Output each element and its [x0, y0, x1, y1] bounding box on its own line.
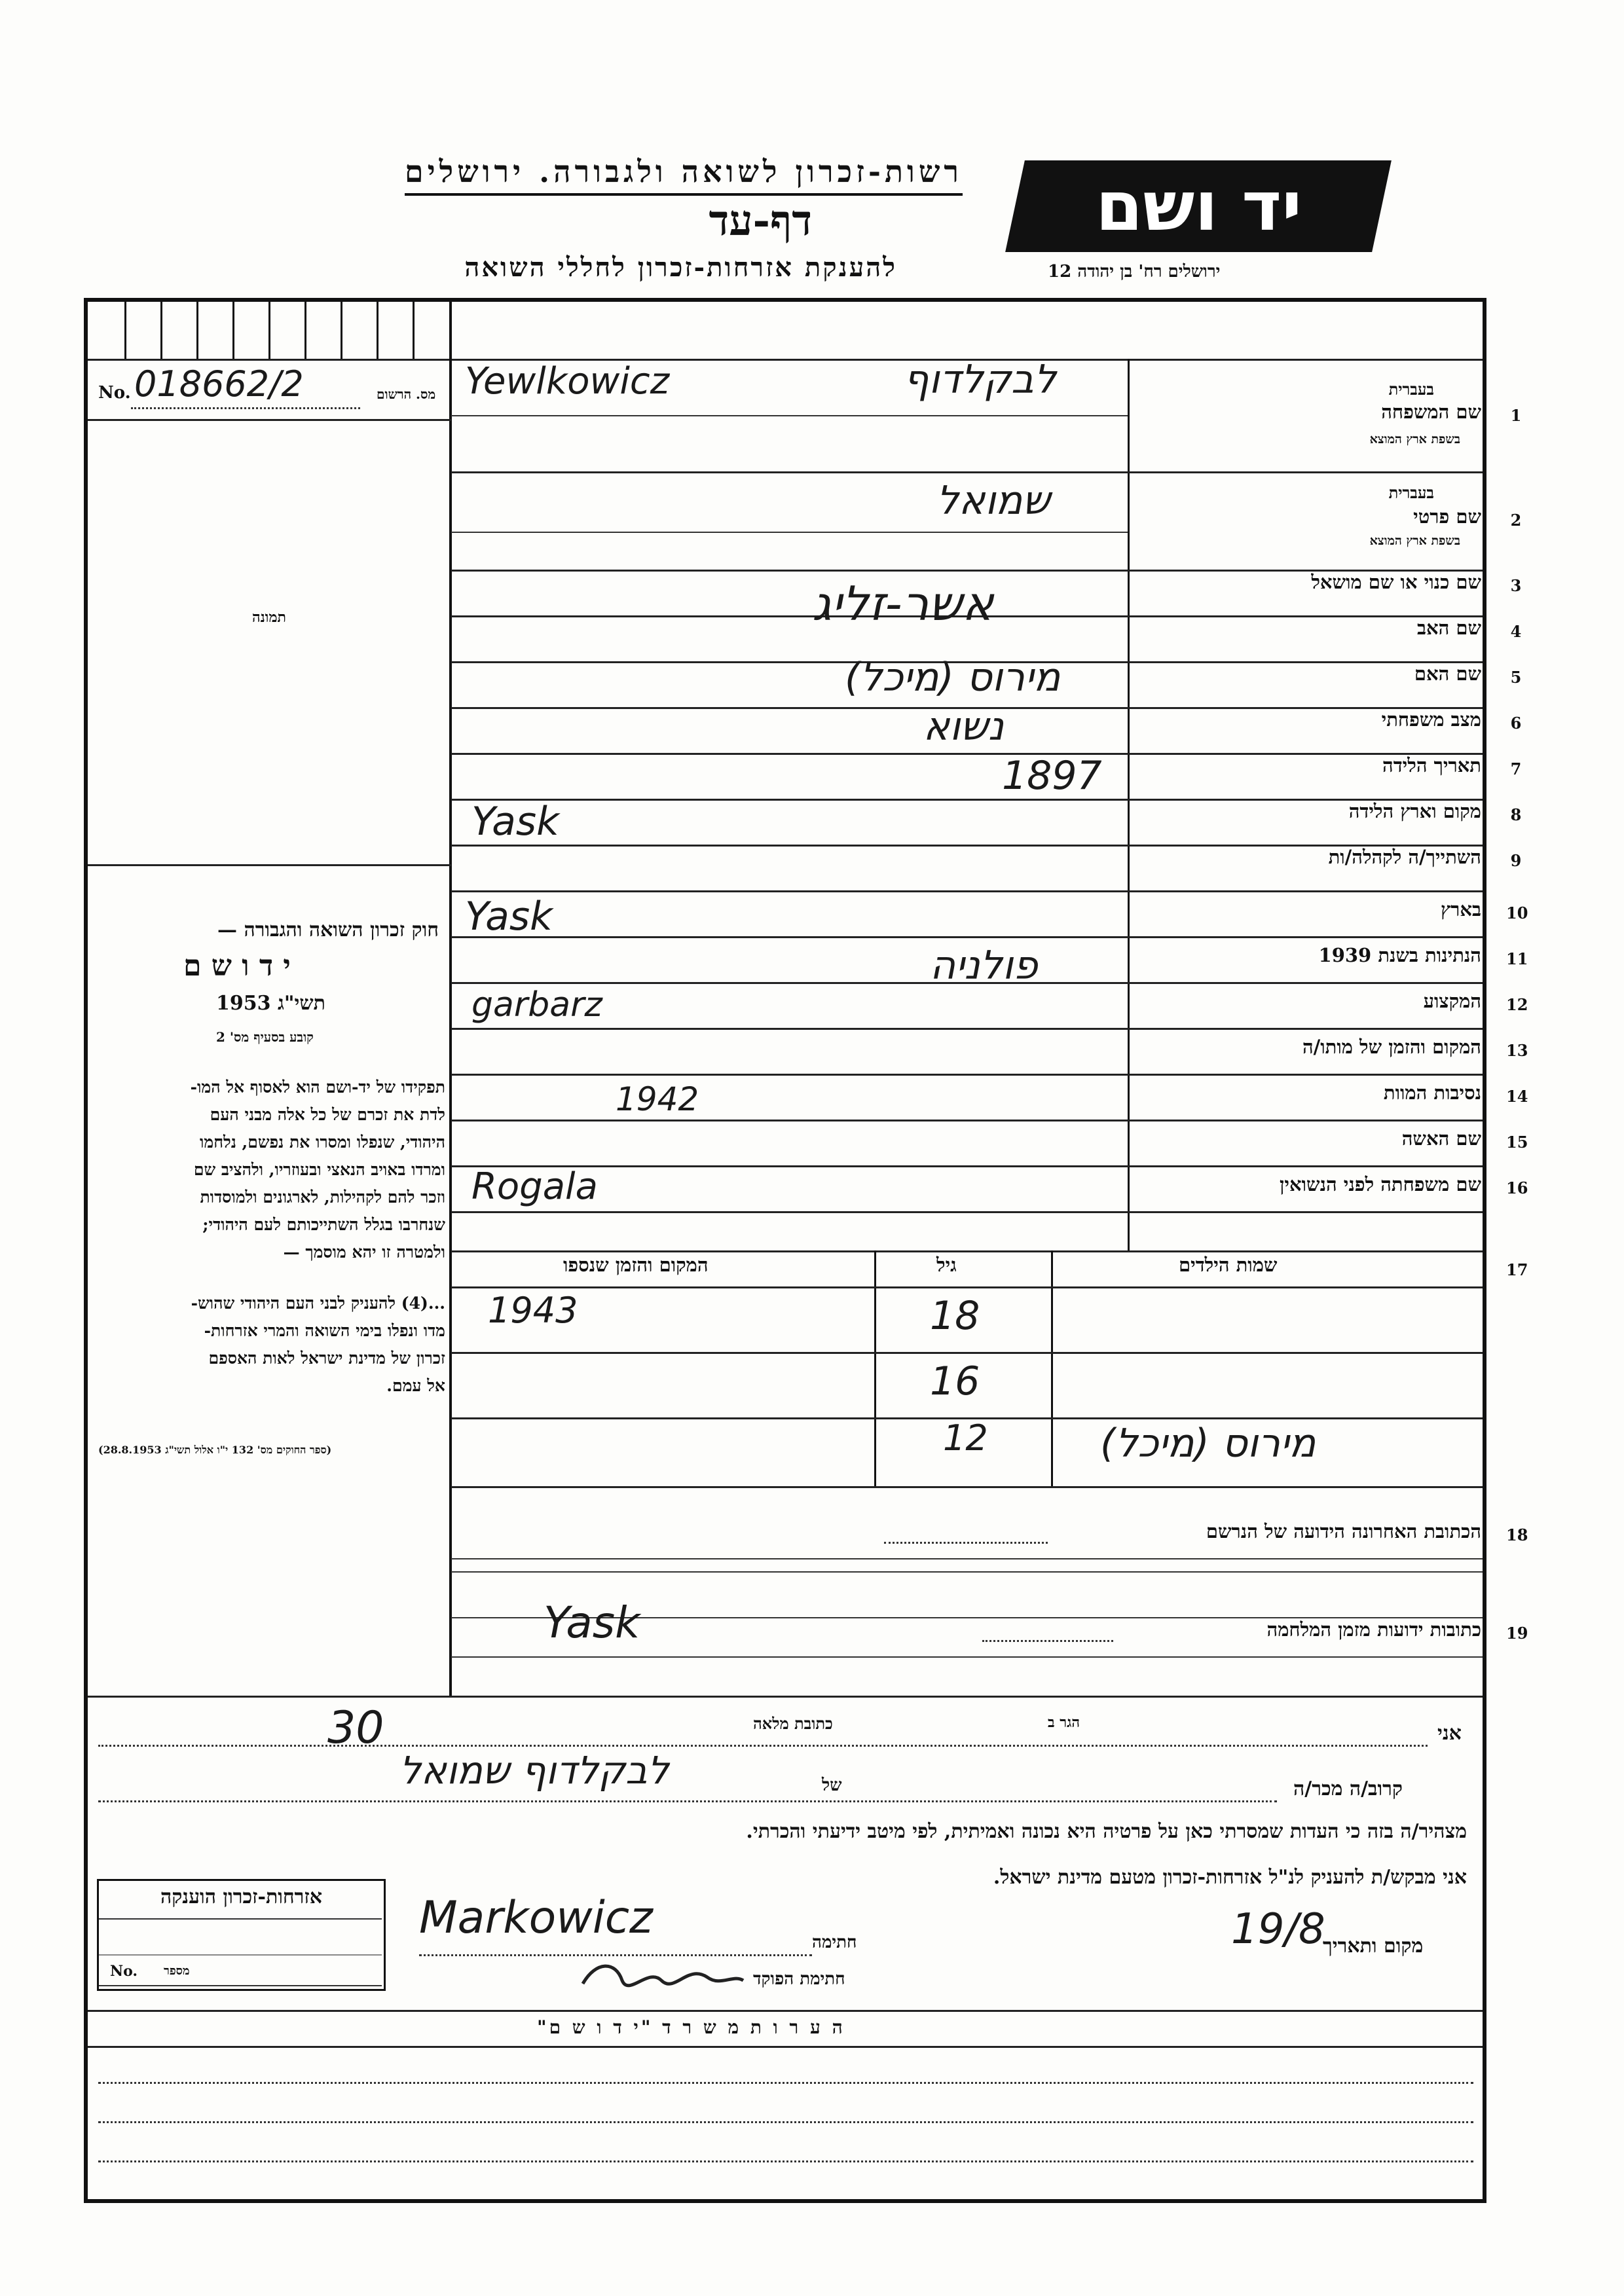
field-9-number: 9	[1510, 851, 1522, 870]
photo-label: תמונה	[252, 609, 286, 626]
law-para2-line3: זכרון של מדינת ישראל לאות האספם	[208, 1349, 445, 1368]
remarks-title: ה ע ר ו ת מ ש ר ד "י ד ו ש ם"	[537, 2016, 845, 2038]
law-para2-line4: אל עמם.	[386, 1376, 445, 1395]
field-3-number: 3	[1510, 576, 1522, 595]
field-1-sub-he: בעברית	[1388, 380, 1434, 399]
form-subtitle: להענקת אזרחות-זכרון לחללי השואה	[464, 252, 897, 283]
field-15-label: שם האשה	[1401, 1127, 1481, 1150]
field-18-number: 18	[1506, 1525, 1528, 1544]
field-2-sub-he: בעברית	[1388, 483, 1434, 502]
registration-number: 018662/2	[134, 363, 304, 405]
law-para2-line2: מדו ונפלו בימי השואה והמרי אזרחות-	[204, 1321, 445, 1340]
field-13-label: המקום והזמן של מותו/ה	[1302, 1036, 1481, 1058]
decl-signature-label: חתימה	[812, 1933, 857, 1952]
officer-signature-scribble	[576, 1954, 747, 2000]
child-2-age: 16	[930, 1358, 980, 1404]
decl-request: אני מבקש/ת להעניק לנ"ל אזרחות-זכרון מטעם מדינת ישראל.	[993, 1866, 1467, 1889]
law-source: (ספר החוקים מס' 132 י"ו אלול תשי"ג 28.8.1953)	[98, 1444, 332, 1456]
decl-relative-label: קרוב/ה מכר/ה	[1293, 1777, 1403, 1800]
field-1-sub-orig: בשפת ארץ המוצא	[1369, 432, 1460, 446]
field-2-number: 2	[1510, 511, 1522, 530]
child-1-place: 1943	[488, 1290, 578, 1331]
field-9-label: השתייך/ה לקהלה/ות	[1328, 846, 1481, 868]
field-11-number: 11	[1506, 949, 1528, 968]
field-18-label: הכתובת האחרונה הידועה של הנרשם	[1206, 1520, 1481, 1542]
field-2-sub-orig: בשפת ארץ המוצא	[1369, 534, 1460, 548]
field-19-label: כתובות ידועות מזמן המלחמה	[1266, 1618, 1481, 1641]
law-para1-line3: היהודי, שנפלו ומסרו את נפשם, נלחמו	[199, 1133, 445, 1152]
field-7-value: 1897	[1002, 753, 1102, 799]
field-4-label: שם האב	[1416, 617, 1481, 639]
field-12-label: המקצוע	[1423, 990, 1481, 1012]
yad-vashem-logo: יד ושם	[1005, 160, 1392, 252]
field-2-label: שם פרטי	[1413, 505, 1481, 528]
children-col-place: המקום והזמן שנספו	[563, 1254, 709, 1276]
field-6-value: נשוא	[923, 704, 1004, 750]
decl-hagar: הגר ב	[1048, 1714, 1080, 1731]
field-16-label: שם משפחתה לפני הנשואין	[1280, 1173, 1481, 1195]
field-19-number: 19	[1506, 1624, 1528, 1643]
law-para2-line1: ...(4) להעניק לבני העם היהודי שהוש-	[191, 1294, 445, 1313]
law-year: תשי"ג 1953	[216, 992, 325, 1015]
children-col-age: גיל	[936, 1254, 957, 1276]
registration-no-prefix: No.	[98, 383, 131, 403]
law-para1-line4: ומרדו באויב הנאצי ובעוזריו, ולהציב שם	[193, 1160, 445, 1179]
field-5-value: מירוס (מיכל)	[845, 655, 1061, 701]
field-7-number: 7	[1510, 759, 1522, 778]
field-7-label: תאריך הלידה	[1382, 754, 1481, 776]
child-3-name: מירוס (מיכל)	[1100, 1421, 1316, 1467]
field-12-value: garbarz	[471, 985, 602, 1025]
field-14-number: 14	[1506, 1087, 1528, 1106]
decl-place-date-label: מקום ותאריך	[1323, 1935, 1424, 1958]
field-8-value: Yask	[471, 799, 559, 845]
field-6-number: 6	[1510, 714, 1522, 733]
child-1-age: 18	[930, 1293, 980, 1339]
decl-officer-sig-label: חתימת הפוקד	[753, 1969, 845, 1989]
field-2-value-he: שמואל	[936, 478, 1050, 524]
field-11-label: הנתינות בשנת 1939	[1318, 944, 1481, 966]
field-1-label: שם המשפחה	[1381, 401, 1481, 423]
field-19-value: Yask	[544, 1597, 640, 1648]
field-1-value-orig: Yewlkowicz	[465, 360, 670, 403]
field-13-number: 13	[1506, 1041, 1528, 1060]
citizenship-number-label: מספר	[164, 1964, 190, 1978]
field-11-value: פולניה	[930, 943, 1038, 989]
law-clause: קובע בסעיף מס' 2	[216, 1029, 314, 1045]
law-para1-line5: וזכר להם לקהילות, לארגונים ולמוסדות	[200, 1188, 445, 1207]
registration-label: מס. הרשום	[377, 386, 436, 402]
law-para1-line2: לדת את זכרם של כל אלה מבני העם	[210, 1105, 445, 1124]
decl-relative-of: של	[822, 1776, 842, 1795]
field-3-label: שם כנוי או שם מושאל	[1311, 571, 1481, 593]
field-4-number: 4	[1510, 622, 1522, 641]
field-16-number: 16	[1506, 1178, 1528, 1197]
authority-line: רשות-זכרון לשואה ולגבורה. ירושלים	[405, 154, 963, 196]
form-title: דף-עד	[709, 196, 812, 246]
field-15-number: 15	[1506, 1133, 1528, 1152]
law-name: י ד ו ש ם	[183, 949, 291, 983]
field-17-number: 17	[1506, 1260, 1528, 1279]
field-16-value: Rogala	[471, 1165, 598, 1208]
field-6-label: מצב משפחתי	[1381, 708, 1481, 731]
citizenship-title: אזרחות-זכרון הוענקה	[160, 1886, 323, 1908]
field-4-value: אשר-זליג	[812, 576, 994, 631]
decl-statement: מצהיר/ה בזה כי העדות שמסרתי כאן על פרטיה היא נכונה ואמיתית, לפי מיטב ידיעתי והכרתי.	[746, 1820, 1467, 1843]
field-8-number: 8	[1510, 805, 1522, 824]
address: ירושלים רח' בן יהודה 12	[1048, 262, 1221, 282]
field-10-label: בארץ	[1441, 898, 1481, 920]
decl-full-address: כתובת מלאה	[753, 1714, 833, 1733]
field-14-label: נסיבות המוות	[1383, 1082, 1481, 1104]
law-para1-line1: תפקידו של יד-ושם הוא לאסוף אל המו-	[190, 1078, 445, 1097]
field-1-number: 1	[1510, 406, 1522, 425]
child-3-age: 12	[943, 1417, 988, 1459]
field-8-label: מקום וארץ הלידה	[1348, 800, 1481, 822]
field-1-value-he: לבקלדוף	[904, 357, 1056, 403]
law-para1-line6: שנחרבו בגלל השתייכותם לעם היהודי;	[202, 1215, 445, 1234]
field-5-number: 5	[1510, 668, 1522, 687]
field-10-number: 10	[1506, 903, 1528, 922]
decl-ani: אני	[1437, 1722, 1462, 1745]
field-12-number: 12	[1506, 995, 1528, 1014]
decl-relative-name: לבקלדוף שמואל	[399, 1748, 669, 1793]
decl-ani-value: 30	[327, 1702, 384, 1754]
field-13-value: 1942	[616, 1080, 699, 1118]
law-para1-line7: ולמטרה זו יהא מוסמך —	[283, 1243, 445, 1262]
children-col-names: שמות הילדים	[1179, 1254, 1278, 1276]
citizenship-no-label: No.	[110, 1963, 138, 1980]
law-title: חוק זכרון השואה והגבורה —	[217, 919, 439, 941]
field-10-value: Yask	[465, 894, 553, 939]
field-5-label: שם האם	[1414, 663, 1481, 685]
decl-place-date-value: 19/8	[1231, 1905, 1325, 1954]
decl-signature-value: Markowicz	[419, 1892, 653, 1944]
